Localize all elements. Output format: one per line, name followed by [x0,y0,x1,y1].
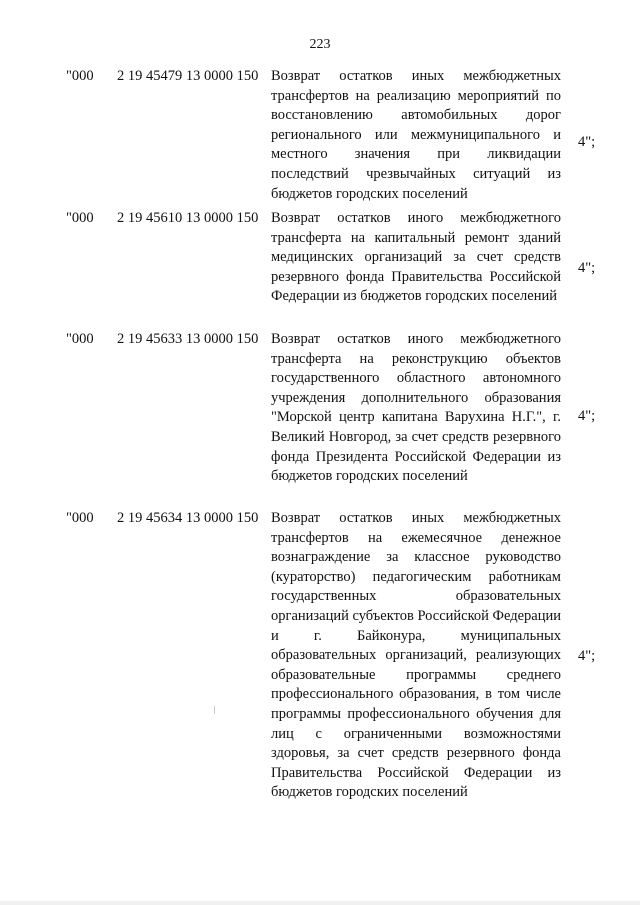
row-description: Возврат остатков иных межбюджетных трансфертов на реализацию мероприятий по восстановлению автомобильных дорог регионального или межмуниципального и местного значения при ликвидации последствий чрезвычайных ситуаций из бюджетов городских поселений [271,68,561,202]
row-description: Возврат остатков иного межбюджетного трансферта на капитальный ремонт зданий медицинских организаций за счет средств резервного фонда Правительства Российской Федерации из бюджетов городских поселений [271,210,561,305]
row-kbk-code: 2 19 45633 13 0000 150 [117,331,259,347]
row-code: "000 [66,510,94,526]
row-kbk-code: 2 19 45479 13 0000 150 [117,68,259,84]
row-code: "000 [66,68,94,84]
row-amount: 4"; [578,134,596,150]
page-number: 223 [309,37,331,52]
row-amount: 4"; [578,408,596,424]
scan-bottom-edge [0,901,640,905]
row-kbk-code: 2 19 45634 13 0000 150 [117,510,259,526]
row-code: "000 [66,331,94,347]
row-kbk-code: 2 19 45610 13 0000 150 [117,210,259,226]
row-amount: 4"; [578,260,596,276]
row-amount: 4"; [578,648,596,664]
row-description: Возврат остатков иных межбюджетных трансфертов на ежемесячное денежное вознаграждение за классное руководство (кураторство) педагогическим работникам государственных образовательных организаций субъектов Российской Федерации и г. Байконура, муниципальных образовательных организаций, реализующих образовательные программы среднего профессионального образования, в том числе программы профессионального обучения для лиц с ограниченными возможностями здоровья, за счет средств резервного фонда Правительства Российской Федерации из бюджетов городских поселений [271,510,562,801]
scan-artifact [214,706,215,714]
row-code: "000 [66,210,94,226]
row-description: Возврат остатков иного межбюджетного трансферта на реконструкцию объектов государственного областного автономного учреждения дополнительного образования "Морской центр капитана Варухина Н.Г.", г. Великий Новгород, за счет средств резервного фонда Президента Российской Федерации из бюджетов городских поселений [271,331,561,485]
